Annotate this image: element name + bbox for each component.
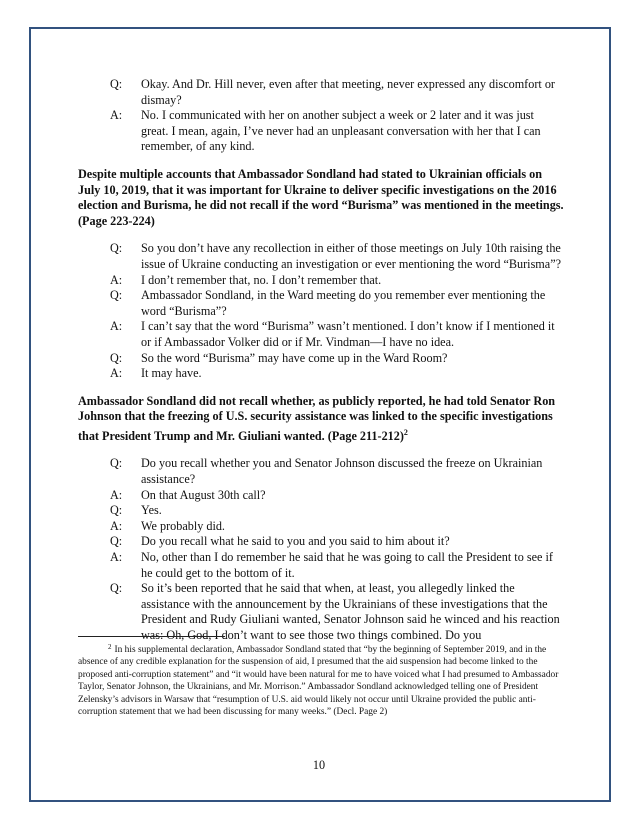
qa-line	[78, 550, 564, 581]
qa-line	[78, 108, 564, 155]
speaker: A:	[110, 319, 123, 334]
footnote	[78, 641, 564, 718]
line-text: Do you recall what he said to you and you said to him about it?	[141, 534, 450, 549]
footnote-separator	[78, 636, 225, 637]
footnote-number: 2	[108, 643, 112, 651]
speaker: Q:	[110, 534, 123, 549]
speaker: Q:	[110, 503, 123, 518]
qa-line	[78, 456, 564, 487]
qa-line	[78, 288, 564, 319]
heading-text: Ambassador Sondland did not recall whether, as publicly reported, he had told Senator Ron Johnson that the freezing of U.S. security assistance was linked to the specific investigations that President Trump and Mr. Giuliani wanted. (Page 211-212)	[78, 393, 556, 443]
qa-block-2	[78, 241, 564, 381]
line-text: Yes.	[141, 503, 162, 518]
speaker: A:	[110, 487, 123, 502]
speaker: Q:	[110, 241, 123, 256]
qa-line	[78, 319, 564, 350]
speaker: A:	[110, 550, 123, 565]
line-text: So the word “Burisma” may have come up in the Ward Room?	[141, 350, 448, 365]
speaker: Q:	[110, 581, 123, 596]
footnote-reference[interactable]: 2	[403, 427, 408, 437]
footnote-text: In his supplemental declaration, Ambassador Sondland stated that “by the beginning of September 2019, and in the absence of any credible explanation for the suspension of aid, I presumed that the aid suspension had become linked to the proposed anti-corruption statement” and “it would have been natural for me to have voiced what I had presumed to Ambassador Taylor, Senator Johnson, the Ukrainians, and Mr. Morrison.” Ambassador Sondland acknowledged telling one of President Zelensky’s advisors in Warsaw that “resumption of U.S. aid would likely not occur until Ukraine provided the public anti-corruption statement that we had been discussing for many weeks.” (Decl. Page 2)	[78, 645, 559, 718]
line-text: So it’s been reported that he said that when, at least, you allegedly linked the assistance with the announcement by the Ukrainians of these investigations that the President and Rudy Giuliani wanted, Senator Johnson said he winced and his reaction was: Oh, God, I don’t want to see those two things combined. Do you	[141, 581, 560, 642]
qa-line	[78, 241, 564, 272]
section-heading-1: Despite multiple accounts that Ambassador Sondland had stated to Ukrainian officials on July 10, 2019, that it was important for Ukraine to deliver specific investigations on the 2016 election and Burisma, he did not recall if the word “Burisma” was mentioned in the meetings. (Page 223-224)	[78, 166, 564, 228]
line-text: I don’t remember that, no. I don’t remember that.	[141, 272, 382, 287]
qa-block-1	[78, 77, 564, 155]
section-heading-2	[78, 394, 564, 445]
qa-line	[78, 534, 564, 550]
speaker: Q:	[110, 350, 123, 365]
line-text: Ambassador Sondland, in the Ward meeting do you remember ever mentioning the word “Burisma”?	[141, 288, 546, 318]
speaker: Q:	[110, 456, 123, 471]
speaker: Q:	[110, 77, 123, 91]
line-text: No. I communicated with her on another subject a week or 2 later and it was just great. I mean, again, I’ve never had an unpleasant conversation with her that I can remember, of any kind.	[141, 108, 541, 154]
qa-line	[78, 77, 564, 108]
qa-block-3	[78, 456, 564, 643]
speaker: A:	[110, 272, 123, 287]
qa-line	[78, 488, 564, 504]
speaker: Q:	[110, 288, 123, 303]
line-text: It may have.	[141, 366, 202, 381]
qa-line	[78, 366, 564, 382]
line-text: We probably did.	[141, 518, 225, 533]
line-text: On that August 30th call?	[141, 487, 266, 502]
line-text: I can’t say that the word “Burisma” wasn’t mentioned. I don’t know if I mentioned it or if Ambassador Volker did or if Mr. Vindman—I have no idea.	[141, 319, 555, 349]
speaker: A:	[110, 518, 123, 533]
line-text: Do you recall whether you and Senator Johnson discussed the freeze on Ukrainian assistance?	[141, 456, 543, 487]
qa-line	[78, 273, 564, 289]
qa-line	[78, 351, 564, 367]
speaker: A:	[110, 366, 123, 381]
page-number: 10	[312, 758, 326, 772]
qa-line	[78, 581, 564, 643]
line-text: So you don’t have any recollection in either of those meetings on July 10th raising the issue of Ukraine conducting an investigation or ever mentioning the word “Burisma”?	[141, 241, 562, 271]
qa-line	[78, 503, 564, 519]
body-content	[78, 77, 564, 644]
qa-line	[78, 519, 564, 535]
line-text: No, other than I do remember he said that he was going to call the President to see if he could get to the bottom of it.	[141, 550, 553, 580]
line-text: Okay. And Dr. Hill never, even after that meeting, never expressed any discomfort or dismay?	[141, 77, 555, 107]
speaker: A:	[110, 108, 123, 123]
